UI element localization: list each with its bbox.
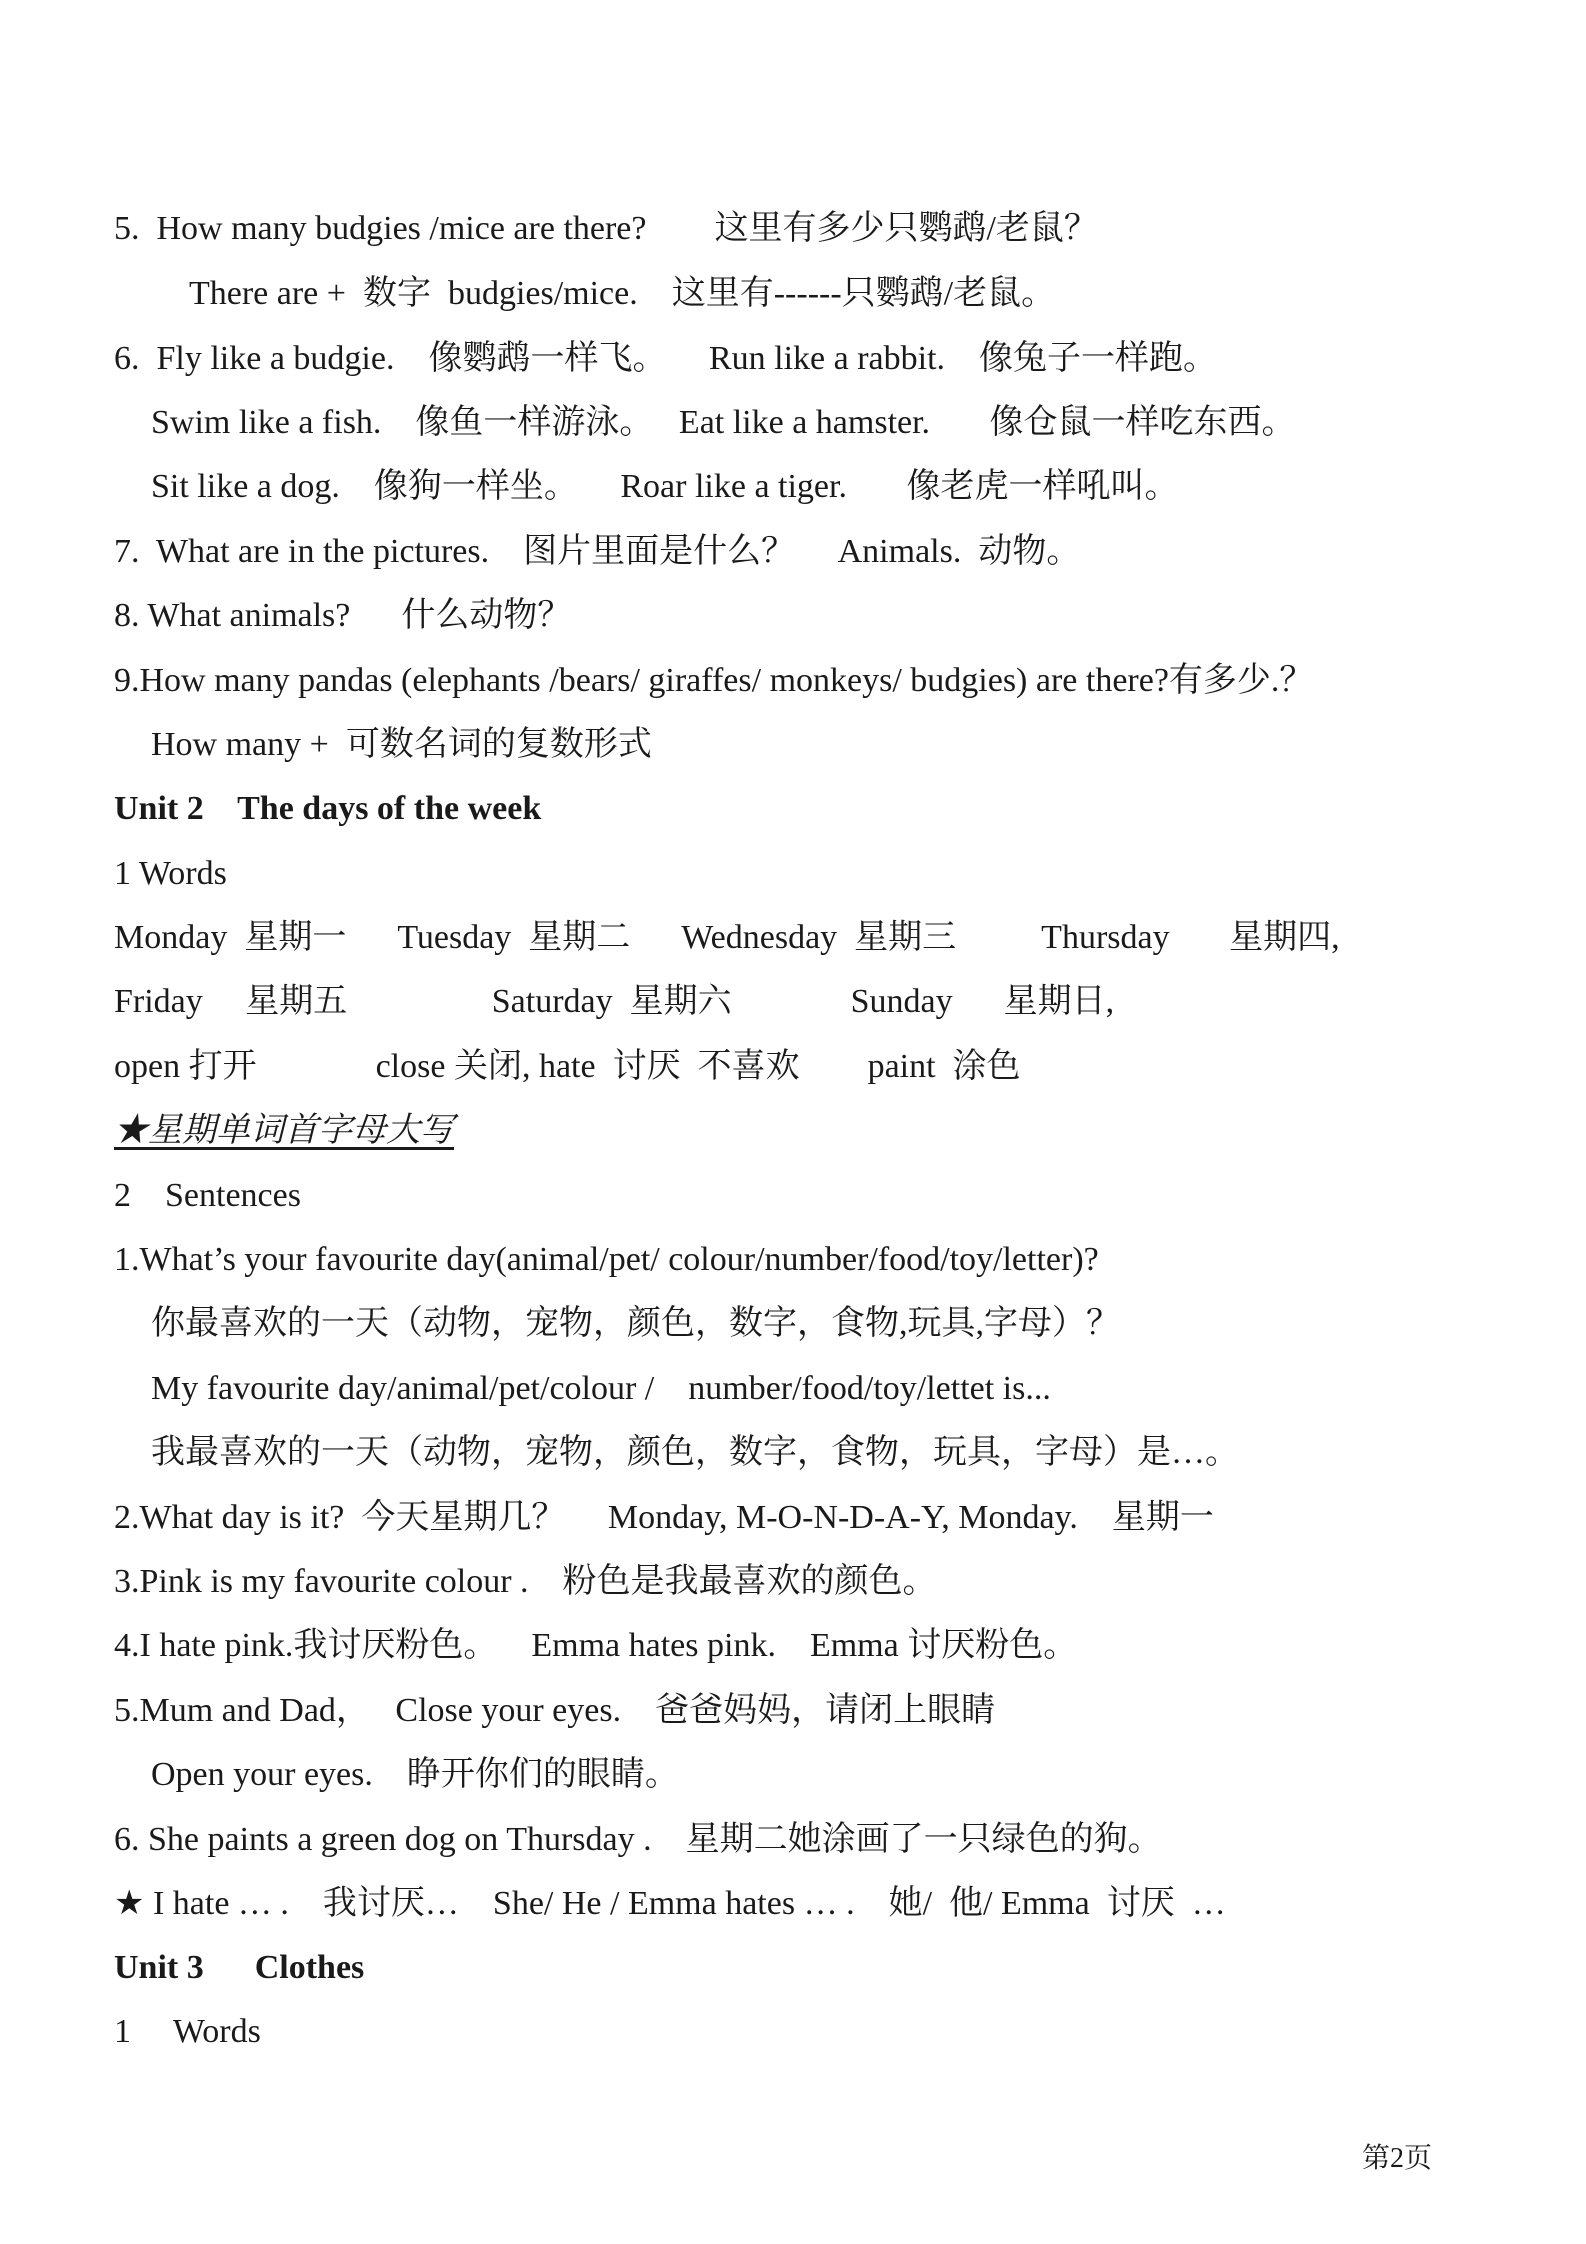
text-line: 6. She paints a green dog on Thursday . 星期二她涂画了一只绿色的狗。 — [114, 1821, 1162, 1858]
note-line: ★星期单词首字母大写 — [114, 1112, 454, 1149]
text-line: 2.What day is it? 今天星期几？ Monday, M-O-N-D-A-Y, Monday. 星期一 — [114, 1499, 1214, 1536]
text-line: 8. What animals? 什么动物？ — [114, 597, 572, 634]
text-line: Swim like a fish. 像鱼一样游泳。 Eat like a hamster. 像仓鼠一样吃东西。 — [151, 404, 1296, 441]
section-heading: 1 Words — [114, 2013, 261, 2050]
text-line: My favourite day/animal/pet/colour / number/food/toy/lettet is... — [151, 1370, 1051, 1407]
text-line: Sit like a dog. 像狗一样坐。 Roar like a tiger. 像老虎一样吼叫。 — [151, 468, 1179, 505]
text-line: 你最喜欢的一天（动物，宠物，颜色，数字，食物,玩具,字母）？ — [151, 1305, 1120, 1342]
page-number: 第2页 — [1362, 2143, 1433, 2174]
text-line: 3.Pink is my favourite colour . 粉色是我最喜欢的颜色。 — [114, 1563, 937, 1600]
unit-heading: Unit 2 The days of the week — [114, 790, 542, 827]
text-line: How many + 可数名词的复数形式 — [151, 726, 652, 763]
text-line: 4.I hate pink.我讨厌粉色。 Emma hates pink. Emma 讨厌粉色。 — [114, 1627, 1078, 1664]
text-line: 7. What are in the pictures. 图片里面是什么？ Animals. 动物。 — [114, 533, 1081, 570]
text-line: open 打开 close 关闭, hate 讨厌 不喜欢 paint 涂色 — [114, 1048, 1021, 1085]
text-line: 6. Fly like a budgie. 像鹦鹉一样飞。 Run like a rabbit. 像兔子一样跑。 — [114, 340, 1218, 377]
text-line: There are + 数字 budgies/mice. 这里有------只鹦鹉/老鼠。 — [189, 275, 1056, 312]
text-line: 1.What’s your favourite day(animal/pet/ colour/number/food/toy/letter)? — [114, 1241, 1099, 1278]
section-heading: 2 Sentences — [114, 1177, 301, 1214]
text-line: 5. How many budgies /mice are there? 这里有多少只鹦鹉/老鼠？ — [114, 210, 1098, 247]
text-line: 5.Mum and Dad， Close your eyes. 爸爸妈妈，请闭上眼睛 — [114, 1692, 996, 1729]
text-line: 9.How many pandas (elephants /bears/ giraffes/ monkeys/ budgies) are there?有多少.？ — [114, 662, 1314, 699]
text-line: 我最喜欢的一天（动物，宠物，颜色，数字，食物，玩具，字母）是…。 — [151, 1434, 1239, 1471]
text-line: Monday 星期一 Tuesday 星期二 Wednesday 星期三 Thursday 星期四, — [114, 919, 1340, 956]
text-line: Friday 星期五 Saturday 星期六 Sunday 星期日, — [114, 983, 1115, 1020]
section-heading: 1 Words — [114, 855, 227, 892]
unit-heading: Unit 3 Clothes — [114, 1949, 365, 1986]
text-line: Open your eyes. 睁开你们的眼睛。 — [151, 1756, 679, 1793]
note-line: ★ I hate … . 我讨厌… She/ He / Emma hates … . 她/ 他/ Emma 讨厌 … — [114, 1885, 1226, 1922]
